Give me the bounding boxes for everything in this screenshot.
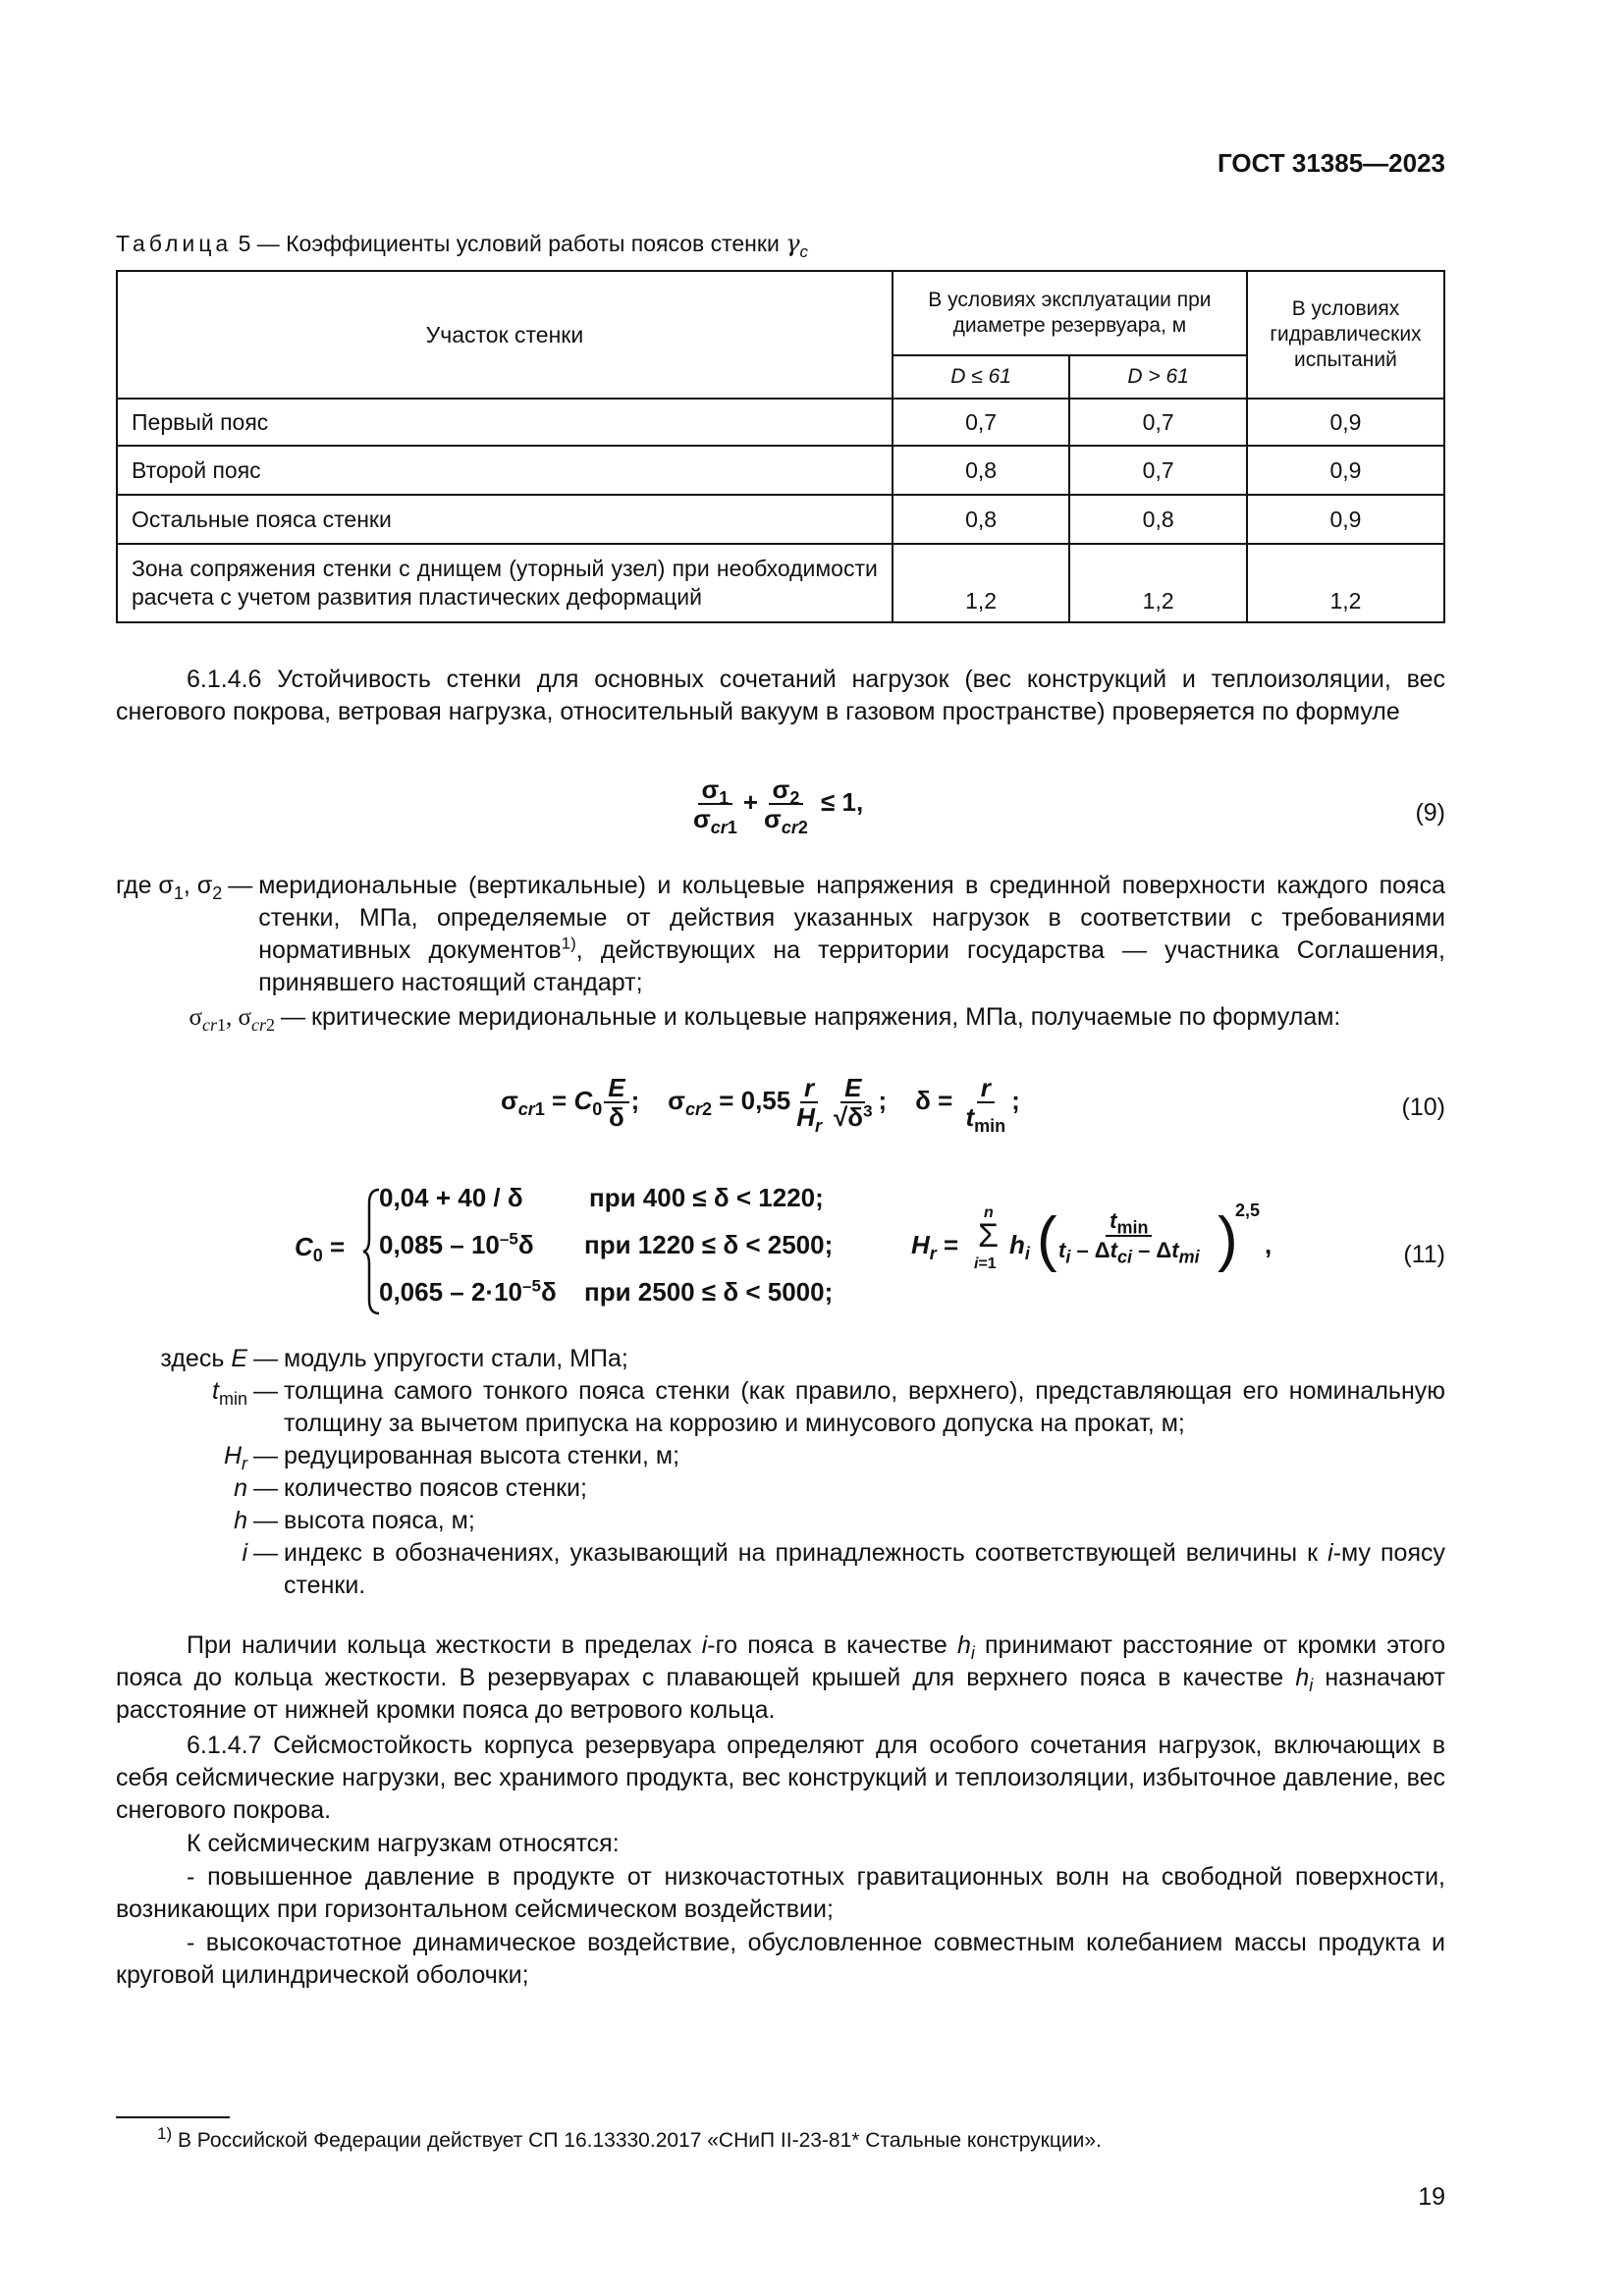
header-operation: В условиях эксплуатации при диаметре резервуара, м (893, 271, 1247, 355)
equation-9: $\frac{\sigma_1}{\sigma_{cr1}}$ + $\frac{\sigma_2}{\sigma_{cr2}}$ ≤ 1, (693, 774, 864, 838)
equation-10-number: (10) (1401, 1094, 1445, 1121)
seismic-load-item-2: - высокочастотное динамическое воздействие, обусловленное совместным колебанием массы продукта и круговой цилиндрической оболочки; (116, 1929, 1445, 1989)
definition-Hr: $H_r$ — редуцированная высота стенки, м; (116, 1440, 1445, 1472)
footnote-text: В Российской Федерации действует СП 16.13330.2017 «СНиП II-23-81* Стальные конструкции». (177, 2129, 1102, 2152)
definition-E: здесь E — модуль упругости стали, МПа; (116, 1343, 1445, 1375)
row-section: Зона сопряжения стенки с днищем (уторный узел) при необходимости расчета с учетом развития пластических деформаций (117, 544, 893, 622)
footnote (157, 2124, 1102, 2157)
case-2-condition: при 1220 ≤ δ < 2500; (584, 1230, 834, 1259)
definition-term: i (242, 1539, 247, 1567)
definition-term: $H_r$ (223, 1442, 247, 1473)
definition-body: толщина самого тонкого пояса стенки (как правило, верхнего), представляющая его номинальную толщину за вычетом припуска на коррозию и минусового допуска на прокат, м; (284, 1377, 1445, 1437)
row-d-le: 0,8 (893, 446, 1070, 495)
header-d-le-61: D ≤ 61 (893, 355, 1070, 399)
row-d-gt: 0,8 (1069, 495, 1247, 544)
table-caption-symbol: $\gamma_c$ (785, 230, 809, 261)
paragraph-6-1-4-6: 6.1.4.6 Устойчивость стенки для основных сочетаний нагрузок (вес конструкций и теплоизоляции, вес снегового покрова, ветровая нагрузка, относительный вакуум в газовом пространстве) проверяется по формуле (116, 666, 1445, 725)
definition-term: $t_{min}$ (212, 1377, 247, 1409)
row-section: Второй пояс (117, 446, 893, 495)
table-caption (116, 228, 808, 260)
row-d-gt: 0,7 (1069, 446, 1247, 495)
table-row (117, 495, 1444, 544)
definition-body: количество поясов стенки; (284, 1474, 587, 1502)
definition-body: индекс в обозначениях, указывающий на принадлежность соответствующей величины к i-му поясу стенки. (284, 1539, 1445, 1599)
header-section: Участок стенки (117, 271, 893, 399)
definition-sigma: где $\sigma_1$, $\sigma_2$ — меридиональные (вертикальные) и кольцевые напряжения в срединной поверхности каждого пояса стенки, МПа, определяемые от действия указанных нагрузок в соответствии с требованиями нормативных документов$^{1)}$, действующих на территории государства — участника Соглашения, принявшего настоящий стандарт; (116, 870, 1445, 999)
seismic-loads-intro: К сейсмическим нагрузкам относятся: (187, 1830, 620, 1857)
row-d-le: 1,2 (893, 544, 1070, 622)
definition-term: n (234, 1474, 247, 1502)
paragraph-stiffening-ring: При наличии кольца жесткости в пределах i-го пояса в качестве $h_i$ принимают расстояние от кромки этого пояса до кольца жесткости. В резервуарах с плавающей крышей для верхнего пояса в качестве $h_i$ назначают расстояние от нижней кромки пояса до ветрового кольца. (116, 1631, 1446, 1724)
row-d-le: 0,8 (893, 495, 1070, 544)
definition-h: h — высота пояса, м; (116, 1505, 1445, 1537)
row-section: Первый пояс (117, 399, 893, 446)
row-d-le: 0,7 (893, 399, 1070, 446)
row-hydro: 0,9 (1247, 495, 1444, 544)
definition-term: h (234, 1507, 247, 1534)
page-number: 19 (1418, 2183, 1445, 2211)
row-d-gt: 1,2 (1069, 544, 1247, 622)
row-hydro: 0,9 (1247, 446, 1444, 495)
sigma-definitions (116, 870, 1445, 1034)
equation-11-hr: $H_r$ = n Σ i=1 $h_i$ ( $t_{min}$ $t_i - \Delta t_{ci} - \Delta t_{mi}$ ) 2,5 , (911, 1201, 1272, 1273)
table-row (117, 544, 1444, 622)
table-row (117, 446, 1444, 495)
definition-body: критические меридиональные и кольцевые напряжения, МПа, получаемые по формулам: (311, 1003, 1341, 1031)
definition-tmin: $t_{min}$ — толщина самого тонкого пояса стенки (как правило, верхнего), представляющая его номинальную толщину за вычетом припуска на коррозию и минусового допуска на прокат, м; (116, 1375, 1445, 1440)
definition-body: редуцированная высота стенки, м; (284, 1442, 680, 1469)
definition-i: i — индекс в обозначениях, указывающий на принадлежность соответствующей величины к i-му поясу стенки. (116, 1537, 1445, 1602)
row-hydro: 1,2 (1247, 544, 1444, 622)
header-d-gt-61: D > 61 (1069, 355, 1247, 399)
table-caption-text: 5 — Коэффициенты условий работы поясов стенки (238, 231, 780, 256)
definition-body: высота пояса, м; (284, 1507, 475, 1534)
row-section: Остальные пояса стенки (117, 495, 893, 544)
header-hydro-test: В условиях гидравлических испытаний (1247, 271, 1444, 399)
equation-11-number: (11) (1403, 1241, 1445, 1268)
coefficients-table (116, 270, 1445, 623)
row-hydro: 0,9 (1247, 399, 1444, 446)
table-caption-word: Таблица (116, 231, 233, 256)
definition-body: меридиональные (вертикальные) и кольцевые напряжения в срединной поверхности каждого пояса стенки, МПа, определяемые от действия указанных нагрузок в соответствии с требованиями нормативных документов$^{1)}$, действующих на территории государства — участника Соглашения, принявшего настоящий стандарт; (258, 872, 1445, 996)
document-id-header: ГОСТ 31385—2023 (1218, 148, 1445, 178)
case-3-condition: при 2500 ≤ δ < 5000; (584, 1277, 834, 1307)
definition-term: $\sigma_{cr1}$, $\sigma_{cr2}$ (189, 1004, 275, 1035)
equation-9-number: (9) (1415, 799, 1445, 827)
equation-10: $\sigma_{cr1} = C_0$ $\frac{E}{\delta}$ ; $\sigma_{cr2} = 0,55$ $\frac{r}{H_r}$ $\frac{E}{√\delta^3}$ ; δ = $\frac{r}{t_{min}}$ ; (501, 1073, 1020, 1137)
definition-term: где $\sigma_1$, $\sigma_2$ (116, 872, 223, 903)
definition-sigma-cr: $\sigma_{cr1}$, $\sigma_{cr2}$ — критические меридиональные и кольцевые напряжения, МПа, получаемые по формулам: (116, 1001, 1445, 1034)
definition-term: здесь E (160, 1345, 247, 1372)
seismic-load-item-1: - повышенное давление в продукте от низкочастотных гравитационных волн на свободной поверхности, возникающих при горизонтальном сейсмическом воздействии; (116, 1863, 1445, 1923)
paragraph-6-1-4-7: 6.1.4.7 Сейсмостойкость корпуса резервуара определяют для особого сочетания нагрузок, включающих в себя сейсмические нагрузки, вес хранимого продукта, вес конструкций и теплоизоляции, избыточное давление, вес снегового покрова. (116, 1732, 1445, 1824)
row-d-gt: 0,7 (1069, 399, 1247, 446)
footnote-divider (116, 2116, 230, 2118)
definition-body: модуль упругости стали, МПа; (284, 1345, 628, 1372)
equation-11-c0: $C_0$ = 0,04 + 40 / δ при 400 ≤ δ < 1220; $0,085 - 10^{-5}\delta$ при 1220 ≤ δ < 2500; $0,065 - 2\cdot 10^{-5}\delta$ при 2500 ≤ δ < 5000; (295, 1182, 864, 1319)
case-1-condition: при 400 ≤ δ < 1220; (589, 1183, 824, 1212)
variable-definitions (116, 1343, 1445, 1602)
table-row (117, 399, 1444, 446)
definition-n: n — количество поясов стенки; (116, 1472, 1445, 1505)
footnote-mark: 1) (157, 2124, 173, 2143)
